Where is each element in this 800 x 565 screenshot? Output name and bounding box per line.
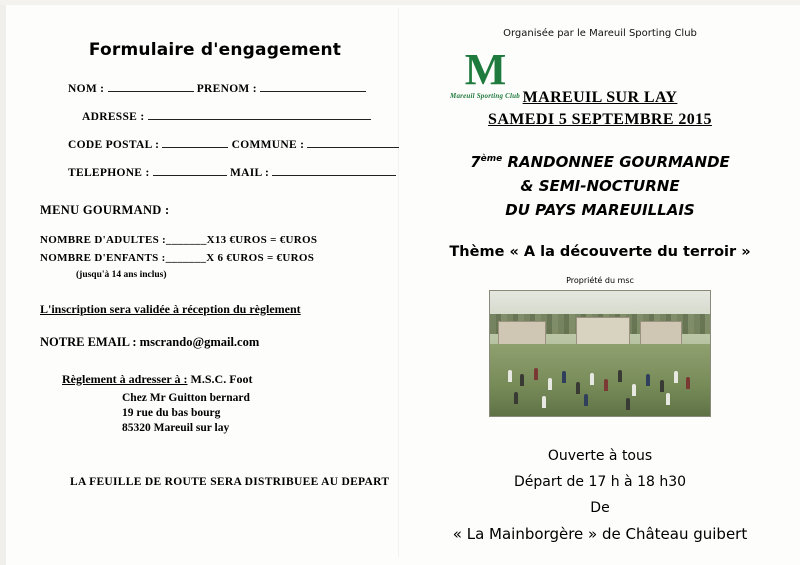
field-row-telephone xyxy=(40,164,390,179)
page-fold-line xyxy=(398,8,399,557)
edition-number: 7 xyxy=(470,153,481,171)
event-name xyxy=(420,147,780,222)
photo-person xyxy=(686,377,690,389)
photo-person xyxy=(508,370,512,382)
photo-person xyxy=(666,393,670,405)
open-to-all: Ouverte à tous xyxy=(547,448,653,464)
label-nom: NOM : xyxy=(68,83,105,95)
label-telephone: TELEPHONE : xyxy=(68,167,150,179)
email-value[interactable]: mscrando@gmail.com xyxy=(139,335,260,349)
menu-gourmand-heading: MENU GOURMAND : xyxy=(40,203,170,217)
input-mail[interactable] xyxy=(272,164,396,176)
photo-person xyxy=(632,384,636,396)
event-details xyxy=(420,443,780,547)
input-prenom[interactable] xyxy=(260,80,366,92)
photo-person xyxy=(576,382,580,394)
field-row-nom xyxy=(40,80,390,95)
event-theme: Thème « A la découverte du terroir » xyxy=(449,244,751,260)
photo-person xyxy=(604,379,608,391)
photo-person xyxy=(626,398,630,410)
edition-suffix: ème xyxy=(480,154,503,164)
photo-person xyxy=(646,374,650,386)
club-logo xyxy=(430,45,540,112)
field-row-adresse xyxy=(40,108,390,123)
label-prenom: PRENOM : xyxy=(196,83,257,95)
input-telephone[interactable] xyxy=(153,164,227,176)
event-name-line-2: & SEMI-NOCTURNE xyxy=(520,177,680,195)
label-adresse: ADRESSE : xyxy=(82,111,145,123)
payment-address-line-3: 85320 Mareuil sur lay xyxy=(122,422,230,434)
email-label: NOTRE EMAIL : xyxy=(40,335,137,349)
scan-edge-left xyxy=(0,0,6,565)
scan-edge-top xyxy=(0,0,800,5)
event-date: SAMEDI 5 SEPTEMBRE 2015 xyxy=(488,111,712,128)
departure-times: Départ de 17 h à 18 h30 xyxy=(513,474,687,490)
children-age-note: (jusqu'à 14 ans inclus) xyxy=(76,270,167,280)
photo-person xyxy=(562,371,566,383)
photo-person xyxy=(514,392,518,404)
photo-credit: Propriété du msc xyxy=(566,276,634,285)
photo-person xyxy=(548,378,552,390)
label-code-postal: CODE POSTAL : xyxy=(68,139,160,151)
payment-address-line-1: Chez Mr Guitton bernard xyxy=(122,392,250,404)
payment-address-line-2: 19 rue du bas bourg xyxy=(122,407,221,419)
input-nom[interactable] xyxy=(108,80,194,92)
photo-person xyxy=(660,380,664,392)
label-mail: MAIL : xyxy=(229,167,270,179)
logo-caption: Mareuil Sporting Club xyxy=(450,92,520,100)
poster-panel xyxy=(420,28,780,547)
photo-person xyxy=(590,373,594,385)
event-name-text-1: RANDONNEE GOURMANDE xyxy=(507,153,730,171)
event-photo xyxy=(489,290,711,417)
registration-form-panel xyxy=(40,40,390,488)
organiser-line: Organisée par le Mareuil Sporting Club xyxy=(503,28,697,39)
input-code-postal[interactable] xyxy=(162,136,228,148)
photo-person xyxy=(674,371,678,383)
payment-recipient: M.S.C. Foot xyxy=(190,372,253,386)
route-sheet-note: LA FEUILLE DE ROUTE SERA DISTRIBUEE AU DEPART xyxy=(70,476,390,488)
photo-person xyxy=(542,396,546,408)
event-name-line-1 xyxy=(420,147,780,174)
photo-person xyxy=(534,368,538,380)
de-word: De xyxy=(590,500,610,516)
photo-person xyxy=(584,394,588,406)
logo-letter-m: M xyxy=(464,45,506,94)
photo-person xyxy=(520,374,524,386)
payment-label: Règlement à adresser à : xyxy=(62,372,188,386)
validation-note: L'inscription sera validée à réception du règlement xyxy=(40,302,301,316)
photo-person xyxy=(618,370,622,382)
quantity-adults[interactable]: NOMBRE D'ADULTES :_______X13 €UROS = €UROS xyxy=(40,234,318,246)
payment-line xyxy=(40,372,390,387)
form-title: Formulaire d'engagement xyxy=(88,40,342,60)
quantity-children[interactable]: NOMBRE D'ENFANTS :_______X 6 €UROS = €UROS xyxy=(40,252,315,264)
input-adresse[interactable] xyxy=(148,108,371,120)
field-row-codepostal xyxy=(40,136,390,151)
input-commune[interactable] xyxy=(307,136,399,148)
label-commune: COMMUNE : xyxy=(231,139,305,151)
event-place: MAREUIL SUR LAY xyxy=(522,89,678,106)
email-line xyxy=(40,335,390,350)
event-name-line-3: DU PAYS MAREUILLAIS xyxy=(505,201,695,219)
event-location: « La Mainborgère » de Château guibert xyxy=(452,525,748,543)
